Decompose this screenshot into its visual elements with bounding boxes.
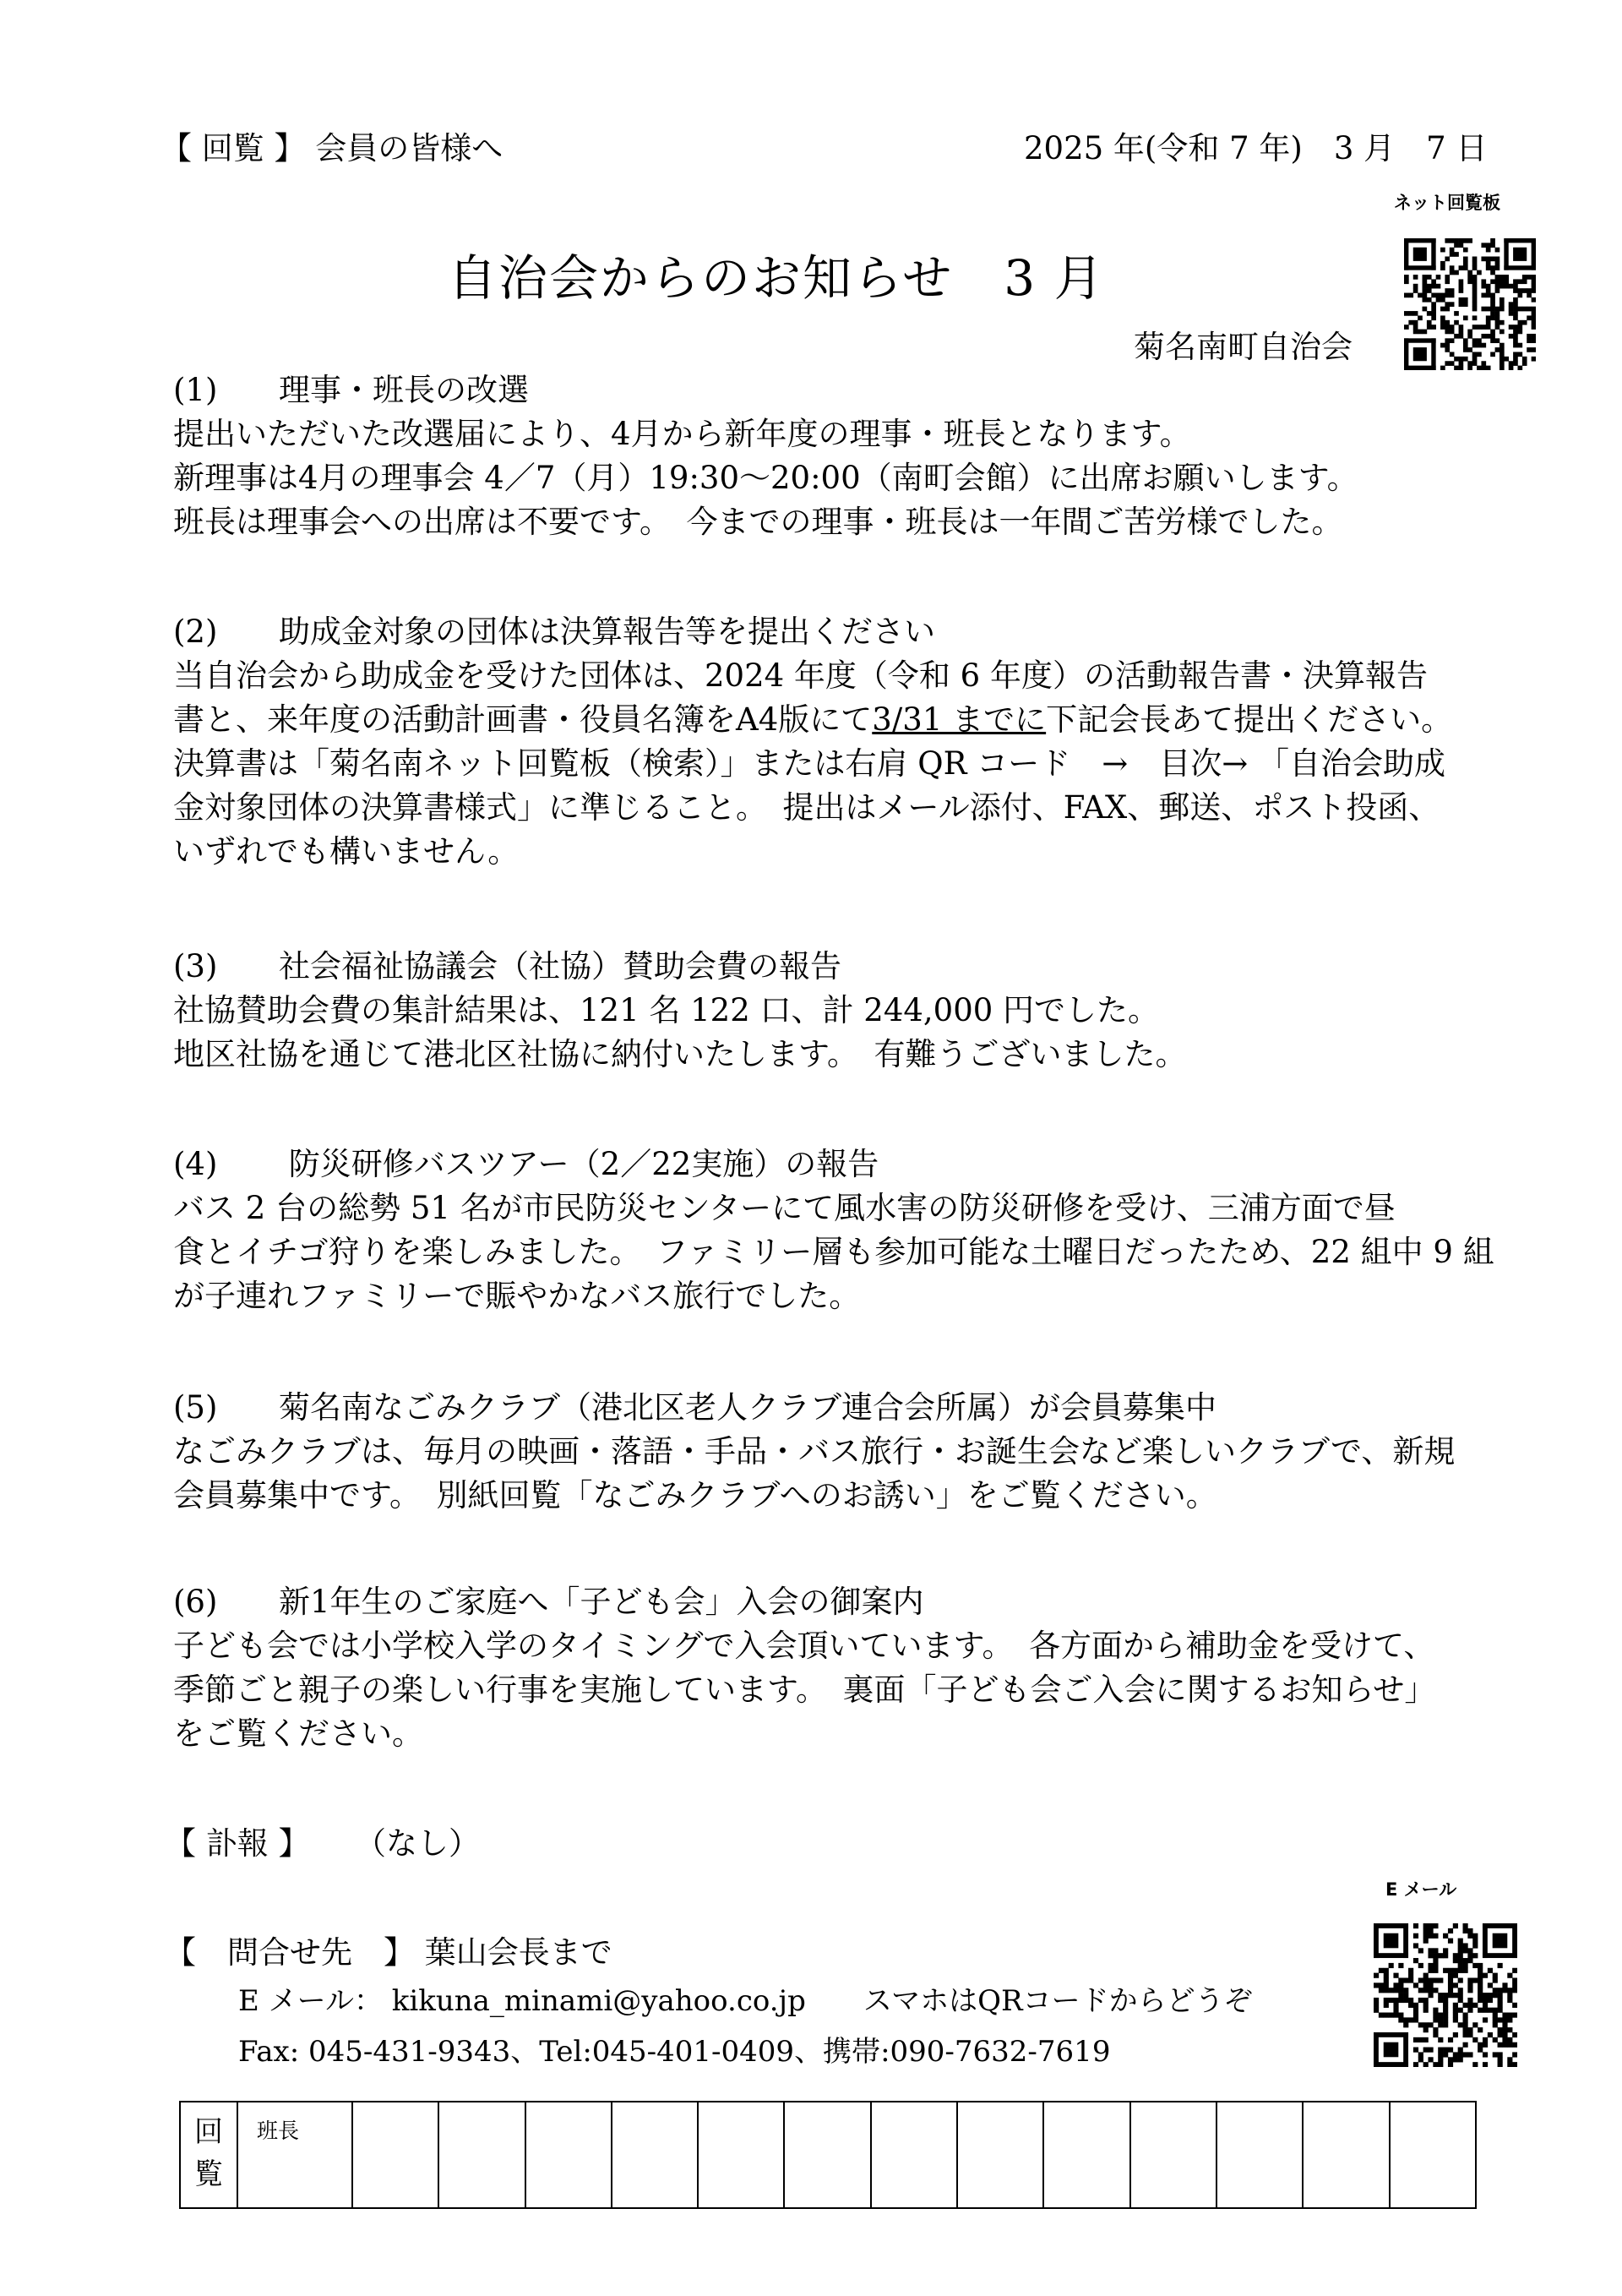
body-line: 新理事は4月の理事会 4／7（月）19:30～20:00（南町会館）に出席お願いします。 [173, 460, 1358, 496]
obituary-label: 【 訃報 】 [165, 1825, 310, 1862]
body-line: 食とイチゴ狩りを楽しみました。 ファミリー層も参加可能な土曜日だったため、22 組中 9 組 [173, 1234, 1494, 1270]
section-3 [173, 945, 1525, 1077]
body-line: 決算書は「菊名南ネット回覧板（検索）」または右肩 QR コード → 目次→ 「自治会助成 [173, 745, 1445, 782]
section-number: (4) [173, 1146, 218, 1182]
signature-cell[interactable] [1043, 2102, 1129, 2208]
circulation-stamp-table [179, 2101, 1477, 2209]
section-heading: 社会福祉協議会（社協）賛助会費の報告 [279, 948, 841, 984]
han-chief-cell[interactable] [237, 2102, 352, 2208]
signature-cell[interactable] [957, 2102, 1043, 2208]
body-line: 班長は理事会への出席は不要です。 今までの理事・班長は一年間ご苦労様でした。 [173, 504, 1343, 540]
signature-cell[interactable] [1130, 2102, 1216, 2208]
body-line: 地区社協を通じて港北区社協に納付いたします。 有難うございました。 [173, 1036, 1187, 1072]
section-number: (1) [173, 372, 218, 408]
signature-cell[interactable] [871, 2102, 957, 2208]
body-line: 会員募集中です。 別紙回覧「なごみクラブへのお誘い」をご覧ください。 [173, 1477, 1217, 1513]
section-number: (5) [173, 1389, 218, 1426]
section-2 [173, 610, 1525, 874]
section-heading: 新1年生のご家庭へ「子ども会」入会の御案内 [279, 1584, 924, 1620]
issue-date: 2025 年(令和 7 年) 3 月 7 日 [1024, 130, 1488, 166]
signature-cell[interactable] [698, 2102, 784, 2208]
han-chief-label: 班長 [257, 2119, 300, 2143]
qr-code-icon[interactable] [1404, 238, 1536, 370]
qr-code-icon[interactable] [1374, 1923, 1517, 2067]
body-line: いずれでも構いません。 [173, 833, 520, 870]
section-number: (6) [173, 1584, 218, 1620]
circulation-head-top: 回 [194, 2115, 223, 2149]
section-4 [173, 1143, 1525, 1318]
body-line: 季節ごと親子の楽しい行事を実施しています。 裏面「子ども会ご入会に関するお知らせ」 [173, 1672, 1436, 1708]
qr-top-label: ネット回覧板 [1394, 193, 1500, 213]
section-6 [173, 1580, 1525, 1756]
body-line: 社協賛助会費の集計結果は、121 名 122 口、計 244,000 円でした。 [173, 992, 1160, 1028]
section-heading: 菊名南なごみクラブ（港北区老人クラブ連合会所属）が会員募集中 [279, 1389, 1216, 1426]
section-number: (3) [173, 948, 218, 984]
section-1 [173, 368, 1525, 544]
circulation-head-bottom: 覧 [194, 2157, 223, 2191]
page-title: 自治会からのお知らせ 3 月 [448, 249, 1105, 307]
body-line: 提出いただいた改選届により、4月から新年度の理事・班長となります。 [173, 416, 1191, 452]
signature-cell[interactable] [612, 2102, 698, 2208]
signature-cell[interactable] [525, 2102, 612, 2208]
obituary-value: （なし） [355, 1825, 480, 1862]
section-number: (2) [173, 614, 218, 650]
body-line: が子連れファミリーで賑やかなバス旅行でした。 [173, 1278, 861, 1314]
qr-bottom-label: E メール [1385, 1879, 1457, 1900]
organization-name: 菊名南町自治会 [1134, 329, 1353, 365]
signature-cell[interactable] [1303, 2102, 1389, 2208]
body-line: 金対象団体の決算書様式」に準じること。 提出はメール添付、FAX、郵送、ポスト投函、 [173, 789, 1440, 826]
contact-phone-line: Fax: 045-431-9343、Tel:045-401-0409、携帯:090-7632-7619 [238, 2035, 1111, 2069]
body-line: バス 2 台の総勢 51 名が市民防災センターにて風水害の防災研修を受け、三浦方面で昼 [173, 1190, 1396, 1226]
signature-cell[interactable] [1216, 2102, 1303, 2208]
contact-label: 【 問合せ先 】 葉山会長まで [165, 1934, 612, 1971]
section-5 [173, 1386, 1525, 1518]
circulation-head-cell [180, 2102, 237, 2208]
signature-cell[interactable] [352, 2102, 438, 2208]
section-heading: 助成金対象の団体は決算報告等を提出ください [279, 614, 935, 650]
body-line: をご覧ください。 [173, 1715, 423, 1752]
body-line: 子ども会では小学校入学のタイミングで入会頂いています。 各方面から補助金を受けて、 [173, 1628, 1435, 1664]
deadline-text: 3/31 までに [872, 701, 1047, 738]
signature-cell[interactable] [1390, 2102, 1476, 2208]
signature-cell[interactable] [784, 2102, 870, 2208]
body-line: 当自治会から助成金を受けた団体は、2024 年度（令和 6 年度）の活動報告書・決算報告 [173, 657, 1428, 694]
circulation-header: 【 回覧 】 会員の皆様へ [161, 130, 503, 166]
body-line: 書と、来年度の活動計画書・役員名簿をA4版にて3/31 までに下記会長あて提出ください。 [173, 701, 1453, 738]
section-heading: 理事・班長の改選 [279, 372, 529, 408]
signature-cell[interactable] [438, 2102, 525, 2208]
body-line: なごみクラブは、毎月の映画・落語・手品・バス旅行・お誕生会など楽しいクラブで、新規 [173, 1433, 1456, 1470]
contact-email-line[interactable]: E メール： kikuna_minami@yahoo.co.jp スマホはQRコードからどうぞ [238, 1984, 1253, 2018]
section-heading: 防災研修バスツアー（2／22実施）の報告 [279, 1146, 879, 1182]
